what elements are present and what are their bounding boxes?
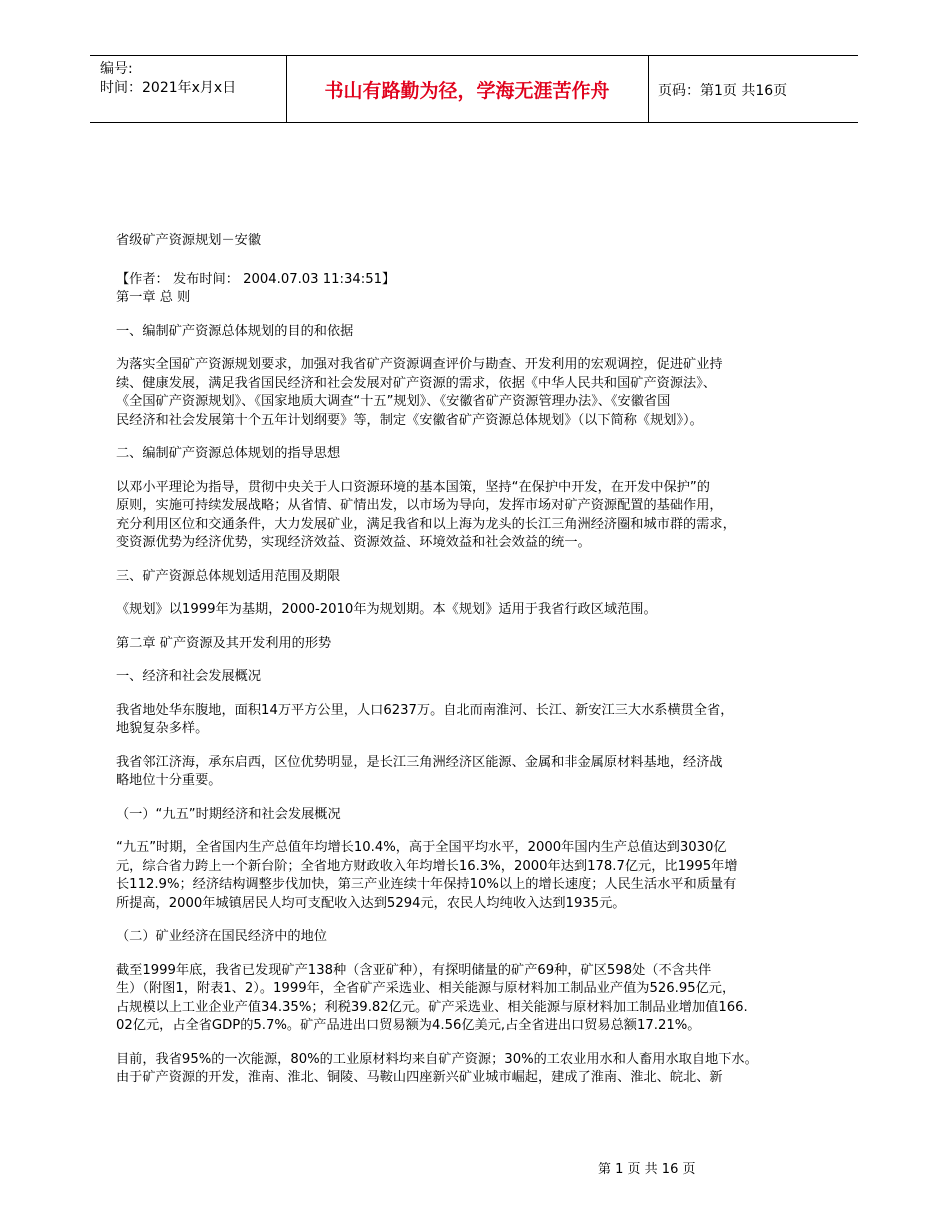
paragraph-line: 民经济和社会发展第十个五年计划纲要》等，制定《安徽省矿产资源总体规划》（以下简称《规划》）。 — [116, 412, 703, 428]
section-heading: 一、经济和社会发展概况 — [116, 669, 262, 684]
paragraph-line: 所提高，2000年城镇居民人均可支配收入达到5294元，农民人均纯收入达到1935元。 — [116, 895, 626, 911]
chapter-heading: 第一章 总 则 — [116, 290, 191, 305]
serial-label: 编号: — [100, 61, 133, 77]
document-meta: 【作者： 发布时间： 2004.07.03 11:34:51】 — [116, 271, 396, 287]
paragraph-line: 充分利用区位和交通条件，大力发展矿业，满足我省和以上海为龙头的长江三角洲经济圈和城市群的需求， — [116, 516, 736, 532]
header-meta — [100, 60, 236, 98]
section-heading: 二、编制矿产资源总体规划的指导思想 — [116, 446, 341, 461]
paragraph — [116, 839, 836, 913]
paragraph — [116, 754, 836, 791]
paragraph — [116, 962, 836, 1036]
subsection-heading: （二）矿业经济在国民经济中的地位 — [116, 929, 327, 944]
paragraph-line: 地貌复杂多样。 — [116, 721, 209, 736]
paragraph-line: 02亿元，占全省GDP的5.7%。矿产品进出口贸易额为4.56亿美元,占全省进出口贸易总额17.21%。 — [116, 1018, 701, 1033]
paragraph-line: 略地位十分重要。 — [116, 773, 222, 788]
paragraph-line: 原则，实施可持续发展战略；从省情、矿情出发，以市场为导向，发挥市场对矿产资源配置的基础作用， — [116, 498, 723, 513]
paragraph-line: 以邓小平理论为指导，贯彻中央关于人口资源环境的基本国策，坚持“在保护中开发，在开发中保护”的 — [116, 479, 710, 495]
page-header — [90, 55, 858, 123]
header-motto: 书山有路勤为径，学海无涯苦作舟 — [324, 80, 610, 102]
header-divider — [648, 56, 649, 122]
paragraph — [116, 1051, 836, 1088]
paragraph — [116, 356, 836, 430]
document-title: 省级矿产资源规划－安徽 — [116, 233, 262, 248]
paragraph-line: 生）（附图1，附表1、2）。1999年，全省矿产采选业、相关能源与原材料加工制品业产值为526.95亿元， — [116, 981, 736, 996]
paragraph — [116, 479, 836, 553]
paragraph-line: 我省邻江济海，承东启西，区位优势明显，是长江三角洲经济区能源、金属和非金属原材料基地，经济战 — [116, 754, 723, 770]
paragraph-line: 元，综合省力跨上一个新台阶；全省地方财政收入年均增长16.3%，2000年达到178.7亿元，比1995年增 — [116, 858, 738, 874]
paragraph-line: 《全国矿产资源规划》、《国家地质大调查“十五”规划》、《安徽省矿产资源管理办法》、《安徽省国 — [116, 394, 671, 409]
paragraph-line: 由于矿产资源的开发，淮南、淮北、铜陵、马鞍山四座新兴矿业城市崛起，建成了淮南、淮北、皖北、新 — [116, 1070, 723, 1085]
chapter-heading: 第二章 矿产资源及其开发利用的形势 — [116, 635, 332, 651]
document-body — [116, 232, 836, 1088]
paragraph-line: 变资源优势为经济优势，实现经济效益、资源效益、环境效益和社会效益的统一。 — [116, 535, 591, 550]
paragraph-line: 续、健康发展，满足我省国民经济和社会发展对矿产资源的需求，依据《中华人民共和国矿产资源法》、 — [116, 375, 717, 391]
paragraph-line: 目前，我省95%的一次能源，80%的工业原材料均来自矿产资源；30%的工农业用水和人畜用水取自地下水。 — [116, 1051, 758, 1067]
time-label: 时间：2021年x月x日 — [100, 80, 237, 96]
paragraph-line: 截至1999年底，我省已发现矿产138种（含亚矿种），有探明储量的矿产69种，矿区598处（不含共伴 — [116, 962, 712, 978]
page-footer: 第 1 页 共 16 页 — [598, 1162, 696, 1177]
paragraph: 《规划》以1999年为基期，2000-2010年为规划期。本《规划》适用于我省行政区域范围。 — [116, 602, 657, 617]
paragraph-line: “九五”时期，全省国内生产总值年均增长10.4%，高于全国平均水平，2000年国内生产总值达到3030亿 — [116, 840, 727, 855]
paragraph-line: 我省地处华东腹地，面积14万平方公里，人口6237万。自北而南淮河、长江、新安江三大水系横贯全省， — [116, 702, 734, 718]
subsection-heading: （一）“九五”时期经济和社会发展概况 — [116, 806, 341, 822]
header-page-number: 页码：第1页 共16页 — [658, 83, 788, 99]
section-heading: 一、编制矿产资源总体规划的目的和依据 — [116, 323, 354, 339]
section-heading: 三、矿产资源总体规划适用范围及期限 — [116, 568, 341, 584]
paragraph — [116, 702, 836, 739]
paragraph-line: 长112.9%；经济结构调整步伐加快，第三产业连续十年保持10%以上的增长速度；人民生活水平和质量有 — [116, 877, 737, 892]
paragraph-line: 为落实全国矿产资源规划要求，加强对我省矿产资源调查评价与勘查、开发利用的宏观调控，促进矿业持 — [116, 357, 723, 372]
paragraph-line: 占规模以上工业企业产值34.35%；利税39.82亿元。矿产采选业、相关能源与原材料加工制品业增加值166. — [116, 999, 748, 1015]
